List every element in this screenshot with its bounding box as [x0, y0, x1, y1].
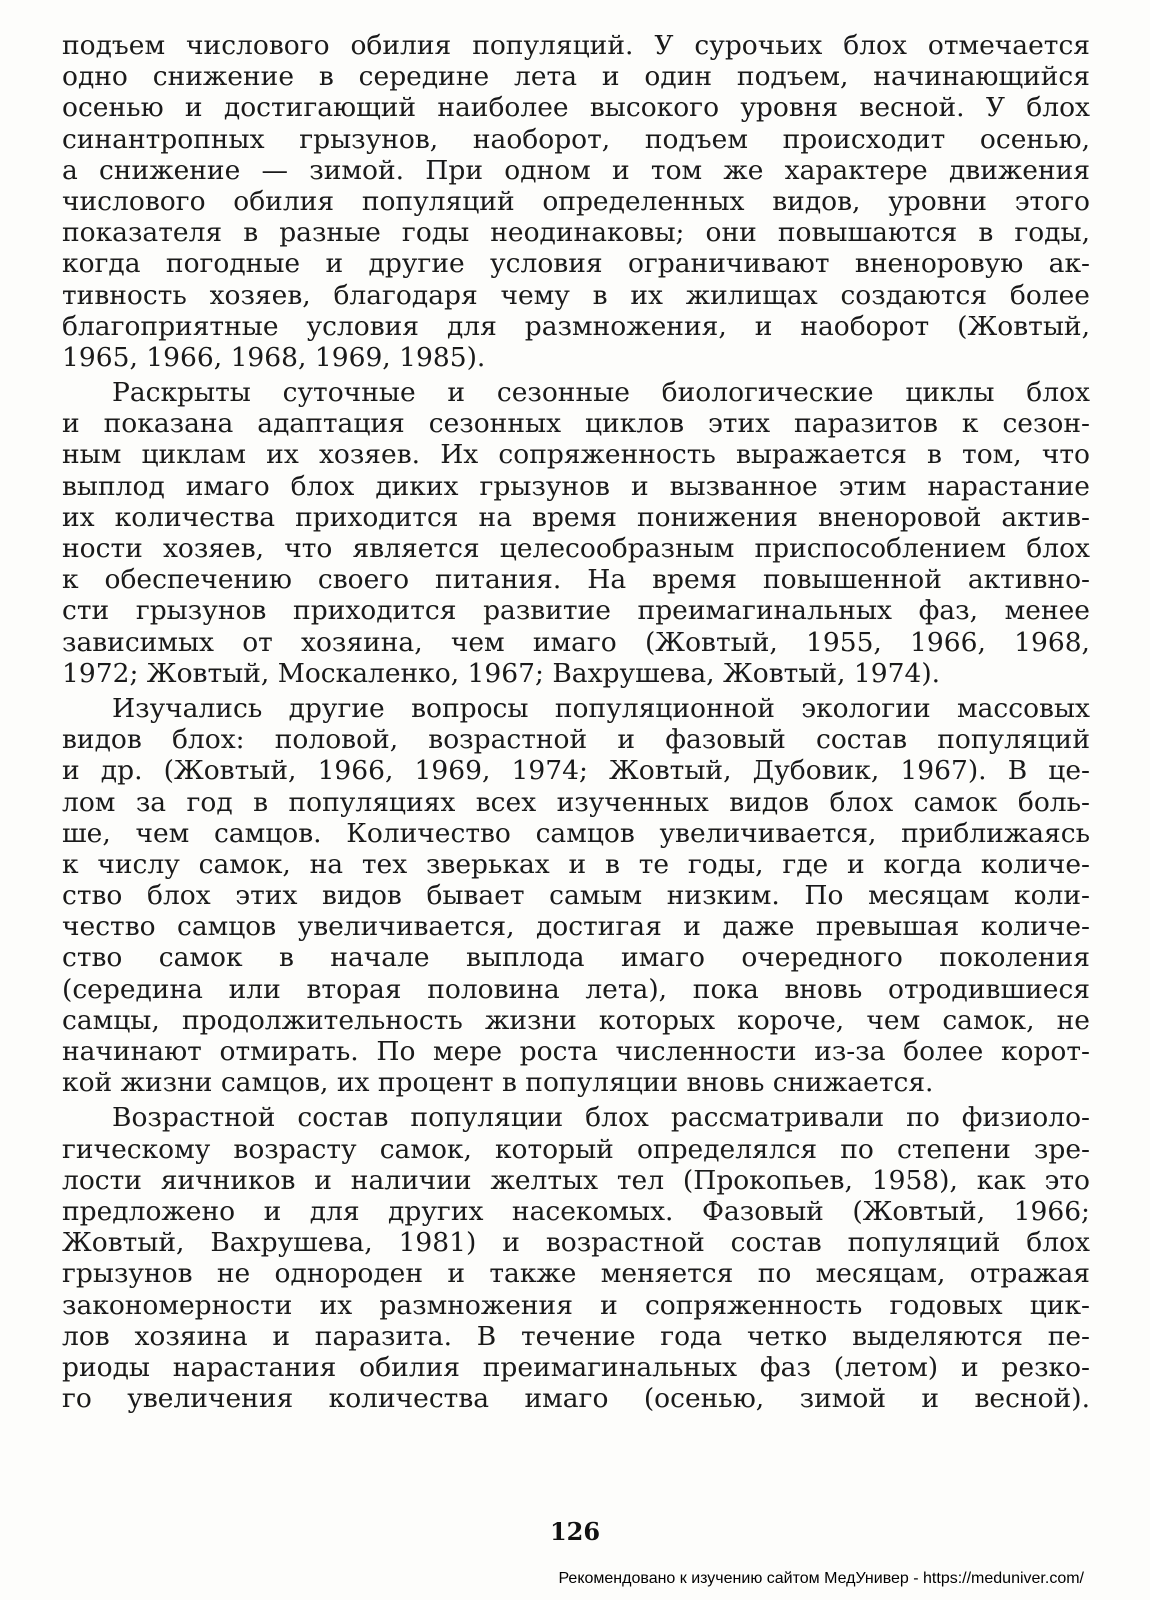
text-line: го увеличения количества имаго (осенью, зимой и весной).	[62, 1383, 1090, 1415]
text-line: видов блох: половой, возрастной и фазовый состав популяций	[62, 724, 1090, 756]
text-line: показателя в разные годы неодинаковы; они повышаются в годы,	[62, 217, 1090, 249]
text-line: ности хозяев, что является целесообразным приспособлением блох	[62, 533, 1090, 564]
text-line: а снижение — зимой. При одном и том же характере движения	[62, 154, 1090, 186]
text-line: синантропных грызунов, наоборот, подъем происходит осенью,	[62, 123, 1090, 155]
text-line: зависимых от хозяина, чем имаго (Жовтый, 1955, 1966, 1968,	[62, 626, 1090, 658]
text-line: благоприятные условия для размножения, и наоборот (Жовтый,	[62, 310, 1090, 342]
text-line: лости яичников и наличии желтых тел (Прокопьев, 1958), как это	[62, 1164, 1090, 1196]
text-line: лом за год в популяциях всех изученных видов блох самок боль-	[62, 786, 1090, 818]
text-line: и показана адаптация сезонных циклов этих паразитов к сезон-	[62, 408, 1090, 440]
paragraph-3	[62, 693, 1090, 1098]
paragraph-4	[62, 1102, 1090, 1414]
text-line: закономерности их размножения и сопряженность годовых цик-	[62, 1289, 1090, 1321]
text-line: кой жизни самцов, их процент в популяции вновь снижается.	[62, 1067, 934, 1099]
text-line: грызунов не однороден и также меняется по месяцам, отражая	[62, 1258, 1090, 1290]
text-line: их количества приходится на время понижения вненоровой актив-	[62, 501, 1090, 533]
text-line: тивность хозяев, благодаря чему в их жилищах создаются более	[62, 279, 1090, 311]
text-line: подъем числового обилия популяций. У сурочьих блох отмечается	[62, 30, 1090, 61]
text-line: к числу самок, на тех зверьках и в те годы, где и когда количе-	[62, 848, 1090, 880]
text-line: риоды нарастания обилия преимагинальных фаз (летом) и резко-	[62, 1351, 1090, 1383]
text-line: когда погодные и другие условия ограничивают вненоровую ак-	[62, 248, 1090, 280]
body-text	[62, 30, 1090, 1414]
paragraph-1	[62, 30, 1090, 373]
text-line: начинают отмирать. По мере роста численности из-за более корот-	[62, 1036, 1090, 1067]
text-line: ство самок в начале выплода имаго очередного поколения	[62, 942, 1090, 974]
text-line: чество самцов увеличивается, достигая и даже превышая количе-	[62, 911, 1090, 943]
text-line: выплод имаго блох диких грызунов и вызванное этим нарастание	[62, 470, 1090, 502]
paragraph-2	[62, 377, 1090, 689]
text-line: ство блох этих видов бывает самым низким. По месяцам коли-	[62, 880, 1090, 912]
page-number: 126	[549, 1517, 601, 1546]
text-line: к обеспечению своего питания. На время повышенной активно-	[62, 564, 1090, 596]
text-line: Раскрыты суточные и сезонные биологические циклы блох	[112, 377, 1090, 409]
text-line: самцы, продолжительность жизни которых короче, чем самок, не	[62, 1004, 1090, 1036]
text-line: Возрастной состав популяции блох рассматривали по физиоло-	[112, 1102, 1090, 1134]
text-line: сти грызунов приходится развитие преимагинальных фаз, менее	[62, 595, 1090, 627]
text-line: ше, чем самцов. Количество самцов увеличивается, приближаясь	[62, 817, 1090, 849]
text-line: лов хозяина и паразита. В течение года четко выделяются пе-	[62, 1320, 1090, 1352]
text-line: и др. (Жовтый, 1966, 1969, 1974; Жовтый, Дубовик, 1967). В це-	[62, 755, 1090, 787]
text-line: (середина или вторая половина лета), пока вновь отродившиеся	[62, 973, 1090, 1005]
text-line: 1965, 1966, 1968, 1969, 1985).	[62, 341, 486, 373]
text-line: Изучались другие вопросы популяционной экологии массовых	[112, 692, 1090, 724]
text-line: числового обилия популяций определенных видов, уровни этого	[62, 185, 1090, 217]
text-line: Жовтый, Вахрушева, 1981) и возрастной состав популяций блох	[62, 1227, 1090, 1259]
text-line: осенью и достигающий наиболее высокого уровня весной. У блох	[62, 92, 1090, 124]
text-line: предложено и для других насекомых. Фазовый (Жовтый, 1966;	[62, 1195, 1090, 1227]
text-line: 1972; Жовтый, Москаленко, 1967; Вахрушева, Жовтый, 1974).	[62, 657, 941, 689]
footer-note: Рекомендовано к изучению сайтом МедУнивер - https://meduniver.com/	[558, 1570, 1084, 1587]
text-line: гическому возрасту самок, который определялся по степени зре-	[62, 1133, 1090, 1165]
text-line: ным циклам их хозяев. Их сопряженность выражается в том, что	[62, 439, 1090, 471]
text-line: одно снижение в середине лета и один подъем, начинающийся	[62, 61, 1090, 93]
